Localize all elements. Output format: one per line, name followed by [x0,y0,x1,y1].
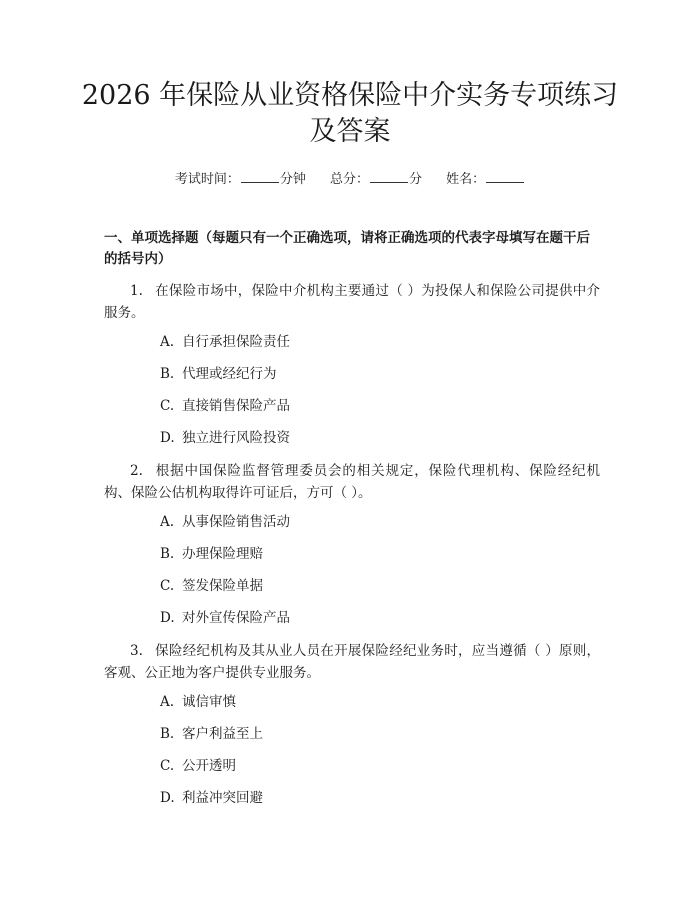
total-score-unit: 分 [409,172,423,187]
question-2-option-b: B. 办理保险理赔 [160,546,263,562]
total-score-field [330,168,422,190]
student-name-label: 姓名： [446,172,486,187]
question-3-option-d: D. 利益冲突回避 [160,790,263,806]
question-3-option-b: B. 客户利益至上 [160,726,263,742]
question-2-option-c: C. 签发保险单据 [160,578,263,594]
question-1-text: 在保险市场中，保险中介机构主要通过（ ）为投保人和保险公司提供中介服务。 [104,283,600,321]
question-3 [104,640,600,684]
total-score-label: 总分： [329,172,369,187]
exam-time-blank [241,168,279,183]
section-heading: 一、单项选择题（每题只有一个正确选项，请将正确选项的代表字母填写在题干后的括号内） [104,230,590,267]
question-2-option-a: A. 从事保险销售活动 [160,514,290,530]
question-2-option-d: D. 对外宣传保险产品 [160,610,290,626]
question-3-text: 保险经纪机构及其从业人员在开展保险经纪业务时，应当遵循（ ）原则，客观、公正地为客户提供专业服务。 [104,643,600,681]
question-2-number: 2. [130,463,143,479]
student-name-field [446,168,525,190]
exam-time-unit: 分钟 [279,172,306,187]
question-1-option-b: B. 代理或经纪行为 [160,366,277,382]
student-name-blank [486,168,524,183]
question-2 [104,460,600,504]
question-1 [104,280,600,324]
document-title: 2026 年保险从业资格保险中介实务专项练习及答案 [81,80,619,147]
exam-meta [0,168,700,190]
exam-time-label: 考试时间： [174,172,240,187]
question-3-option-c: C. 公开透明 [160,758,236,774]
question-3-number: 3. [130,643,143,659]
question-3-option-a: A. 诚信审慎 [160,694,236,710]
question-2-text: 根据中国保险监督管理委员会的相关规定，保险代理机构、保险经纪机构、保险公估机构取得许可证后，方可（ ）。 [104,463,600,501]
total-score-blank [370,168,408,183]
question-1-option-d: D. 独立进行风险投资 [160,430,290,446]
question-1-option-c: C. 直接销售保险产品 [160,398,290,414]
question-1-option-a: A. 自行承担保险责任 [160,334,290,350]
exam-time-field [175,168,306,190]
question-1-number: 1. [130,283,143,299]
